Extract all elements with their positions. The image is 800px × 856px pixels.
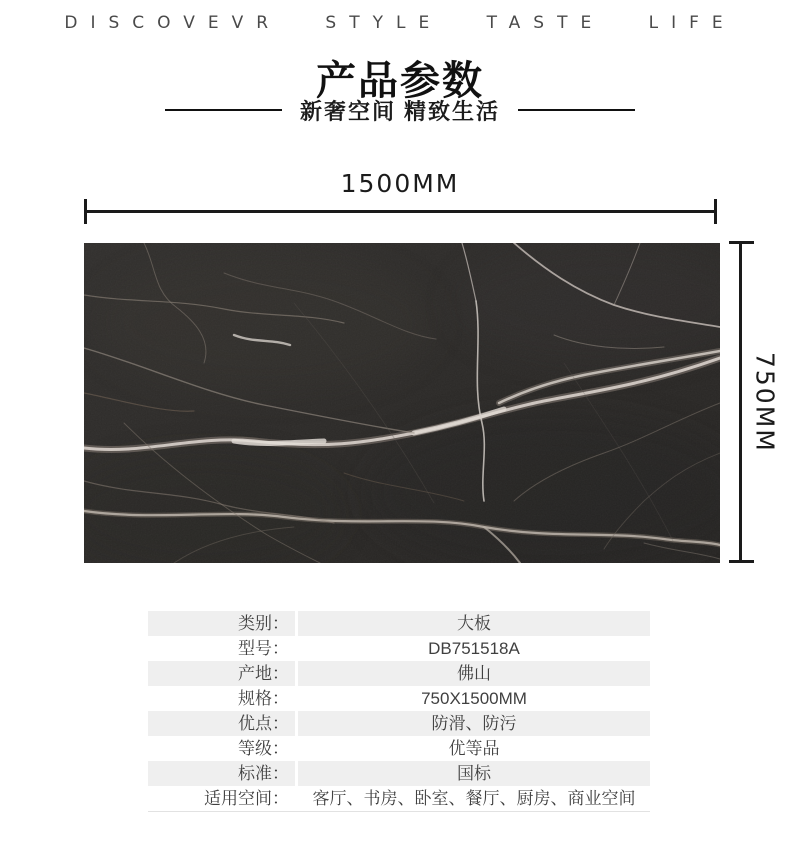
subtitle-right-rule [518,109,635,111]
marble-texture [84,243,720,563]
spec-label: 型号： [238,639,289,658]
spec-value: DB751518A [428,639,520,658]
page-title: 产品参数 [316,59,484,103]
page-subtitle: 新奢空间 精致生活 [299,98,501,124]
spec-label: 等级： [238,739,289,758]
spec-row-category [148,611,650,636]
spec-value: 国标 [298,761,650,786]
spec-label: 适用空间： [204,789,289,808]
spec-value: 佛山 [298,661,650,686]
width-dimension-line [84,210,717,213]
height-dimension-line [739,241,742,563]
width-dimension-right-tick [714,199,717,224]
spec-label: 产地： [148,661,295,686]
spec-row-standard [148,761,650,786]
spec-value: 客厅、书房、卧室、餐厅、厨房、商业空间 [312,789,636,808]
spec-row-size [148,686,650,711]
height-dimension-label: 750MM [750,351,780,453]
spec-label: 规格： [238,689,289,708]
spec-value: 防滑、防污 [298,711,650,736]
spec-label: 标准： [148,761,295,786]
subtitle-row [0,97,800,123]
spec-label: 优点： [148,711,295,736]
spec-table [148,611,650,812]
spec-row-origin [148,661,650,686]
spec-value: 优等品 [448,739,500,758]
brand-tagline: DISCOVEVR STYLE TASTE LIFE [64,13,736,33]
spec-row-advantages [148,711,650,736]
spec-row-applicable-spaces [148,786,650,812]
spec-value: 750X1500MM [421,689,527,708]
marble-slab-image [84,243,720,563]
spec-label: 类别： [148,611,295,636]
spec-value: 大板 [298,611,650,636]
spec-row-grade [148,736,650,761]
width-dimension-left-tick [84,199,87,224]
spec-row-model [148,636,650,661]
subtitle-left-rule [165,109,282,111]
width-dimension-label: 1500MM [340,169,460,198]
